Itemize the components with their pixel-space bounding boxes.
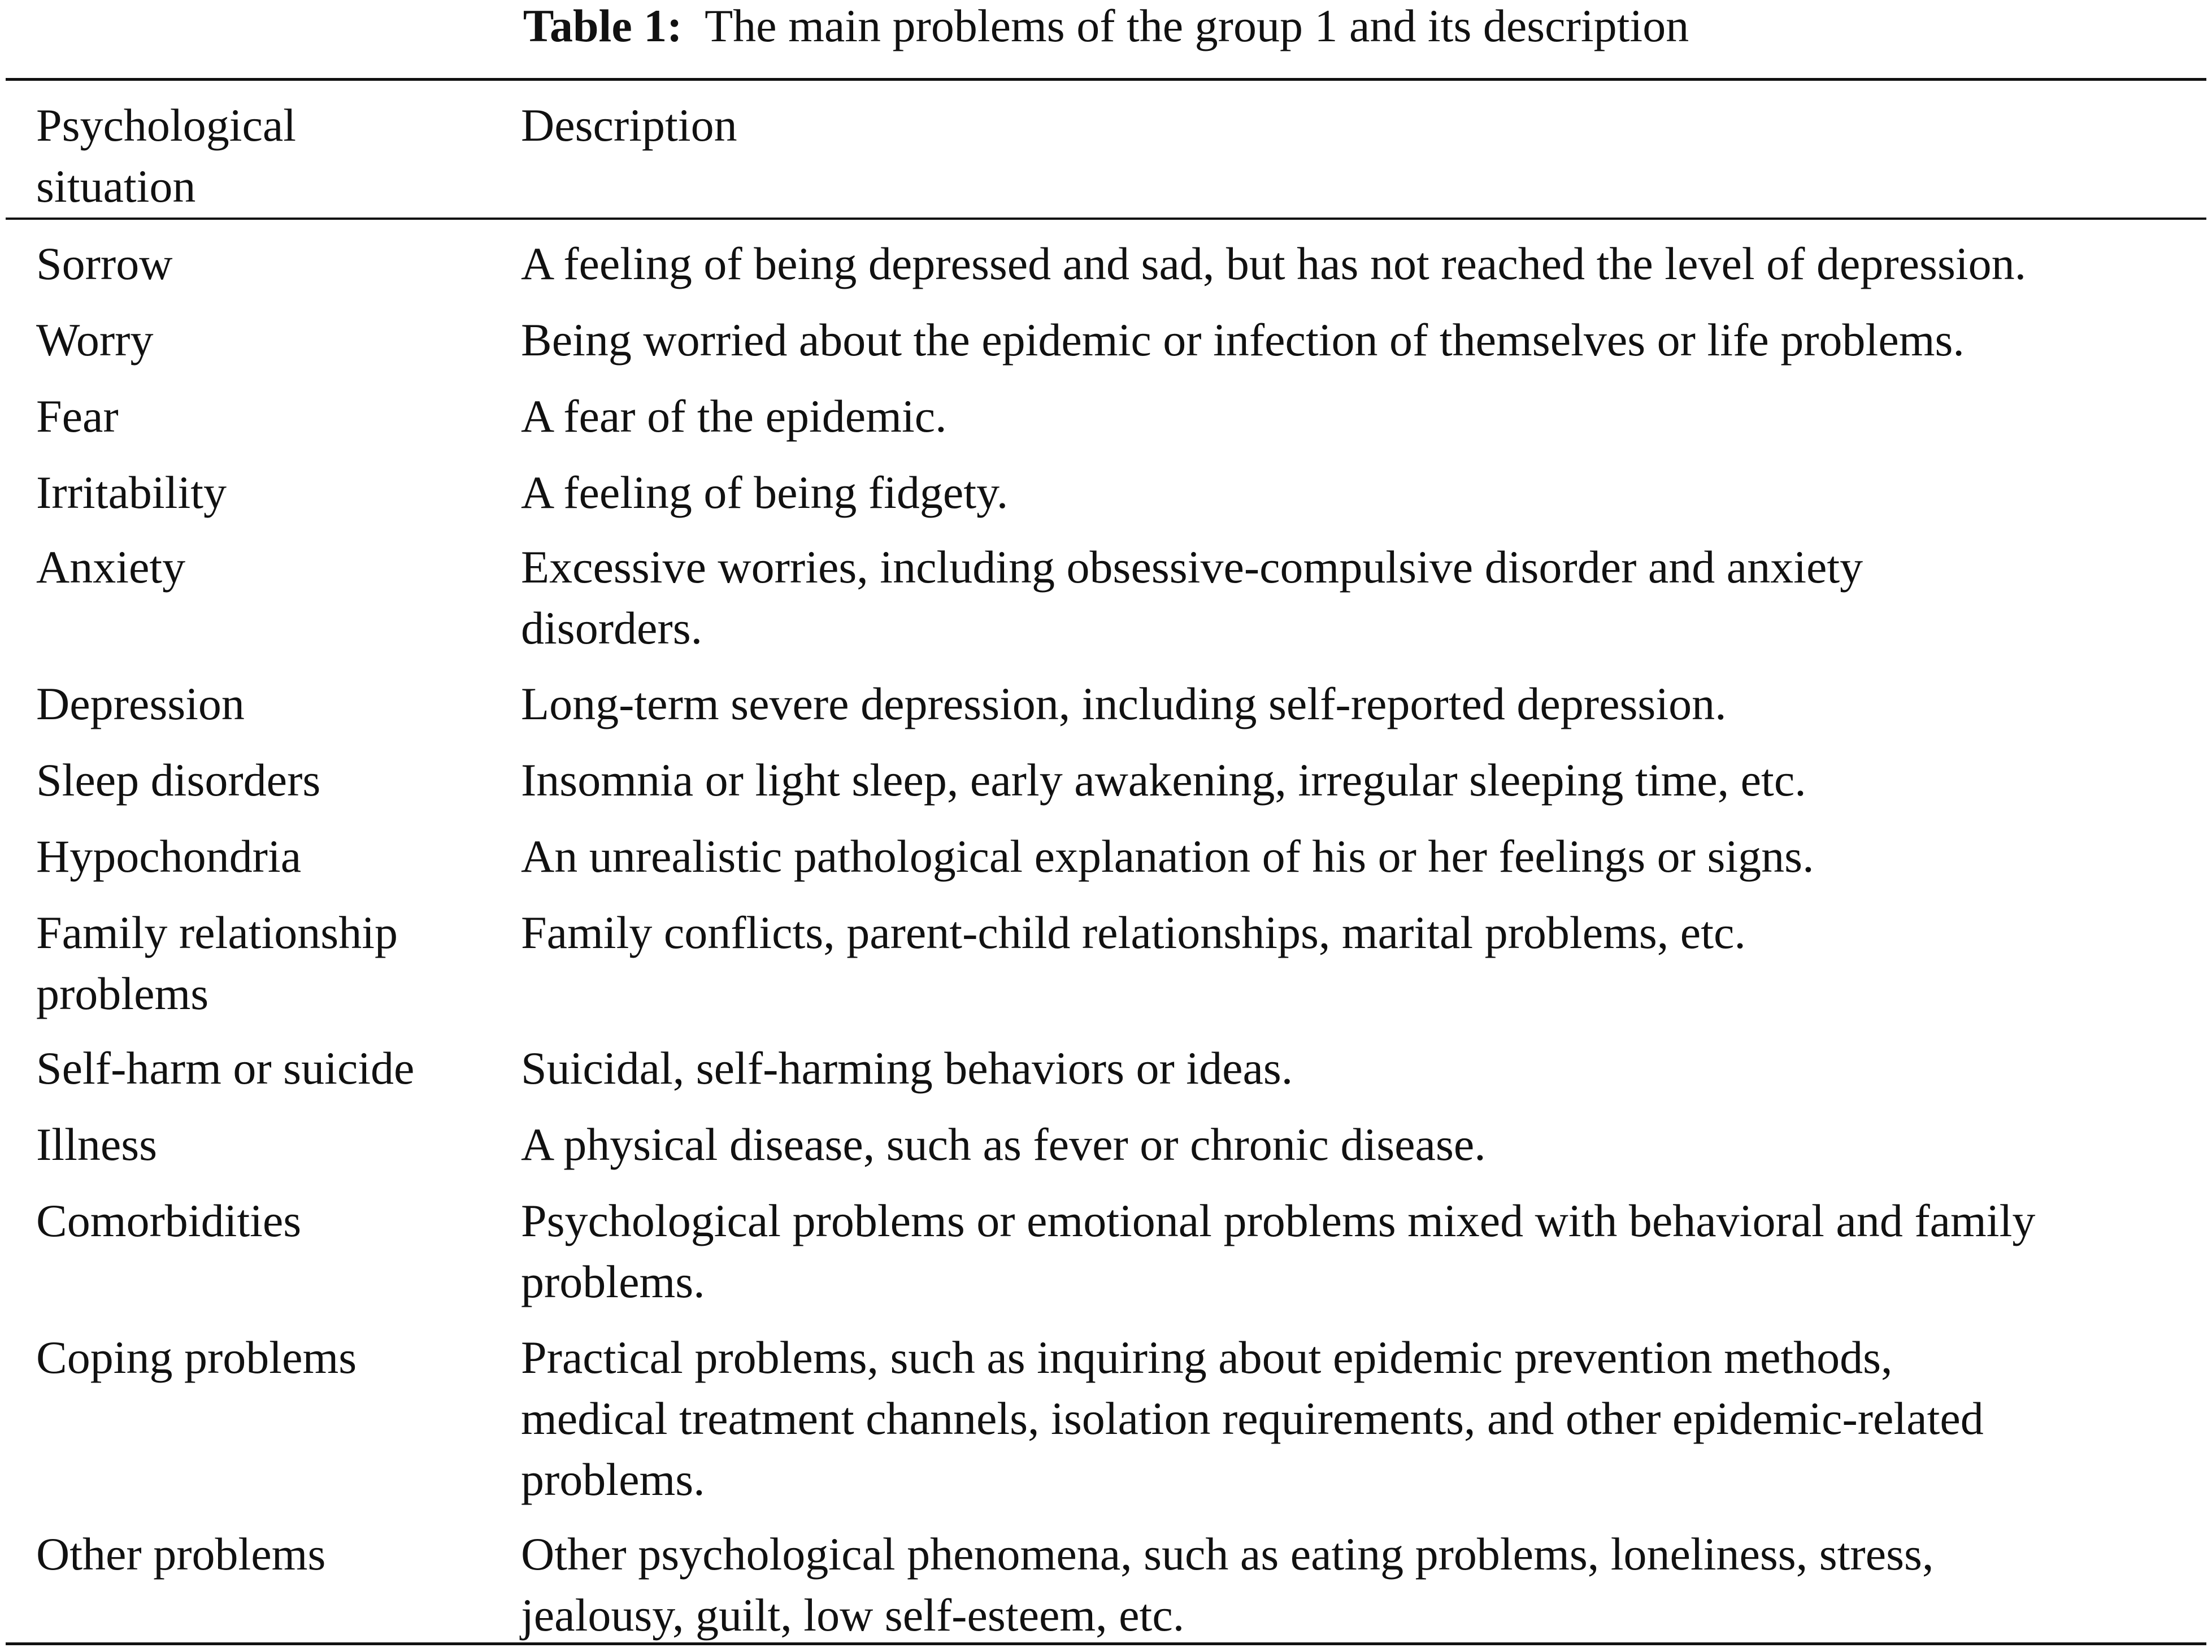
row-description: A feeling of being fidgety. [521,467,1009,518]
row-situation: Sorrow [36,238,173,289]
table-bottom-rule [6,1642,2206,1645]
header-situation: Psychological situation [36,99,297,212]
table-caption-label: Table 1: [523,0,683,51]
row-situation: Illness [36,1119,158,1170]
row-description: A fear of the epidemic. [521,390,947,442]
row-description: Family conflicts, parent-child relationships, marital problems, etc. [521,907,1746,958]
row-situation: Coping problems [36,1332,357,1383]
table-caption-text: The main problems of the group 1 and its description [705,0,1689,51]
row-situation: Fear [36,390,119,442]
row-situation: Depression [36,678,245,729]
row-description: Insomnia or light sleep, early awakening, irregular sleeping time, etc. [521,754,1806,806]
row-description: Excessive worries, including obsessive-compulsive disorder and anxiety disorders. [521,541,1863,654]
table-caption [0,0,2212,52]
header-description: Description [521,99,737,151]
row-situation: Self-harm or suicide [36,1042,415,1094]
row-description: A feeling of being depressed and sad, but has not reached the level of depression. [521,238,2027,289]
row-situation: Other problems [36,1528,326,1580]
row-description: Practical problems, such as inquiring about epidemic prevention methods, medical treatment channels, isolation requirements, and other epidemic-related problems. [521,1332,1984,1505]
row-situation: Family relationship problems [36,907,398,1019]
row-situation: Hypochondria [36,831,302,882]
row-situation: Irritability [36,467,227,518]
row-description: An unrealistic pathological explanation of his or her feelings or signs. [521,831,1814,882]
row-situation: Anxiety [36,541,186,593]
row-description: Being worried about the epidemic or infection of themselves or life problems. [521,314,1965,366]
row-situation: Comorbidities [36,1195,302,1246]
table-top-rule [6,78,2206,81]
table-header-rule [6,218,2206,220]
row-description: A physical disease, such as fever or chronic disease. [521,1119,1486,1170]
row-description: Long-term severe depression, including self-reported depression. [521,678,1727,729]
row-situation: Sleep disorders [36,754,321,806]
row-description: Psychological problems or emotional problems mixed with behavioral and family problems. [521,1195,2036,1307]
row-description: Other psychological phenomena, such as eating problems, loneliness, stress, jealousy, guilt, low self-esteem, etc. [521,1528,1934,1641]
row-description: Suicidal, self-harming behaviors or ideas. [521,1042,1293,1094]
row-situation: Worry [36,314,154,366]
